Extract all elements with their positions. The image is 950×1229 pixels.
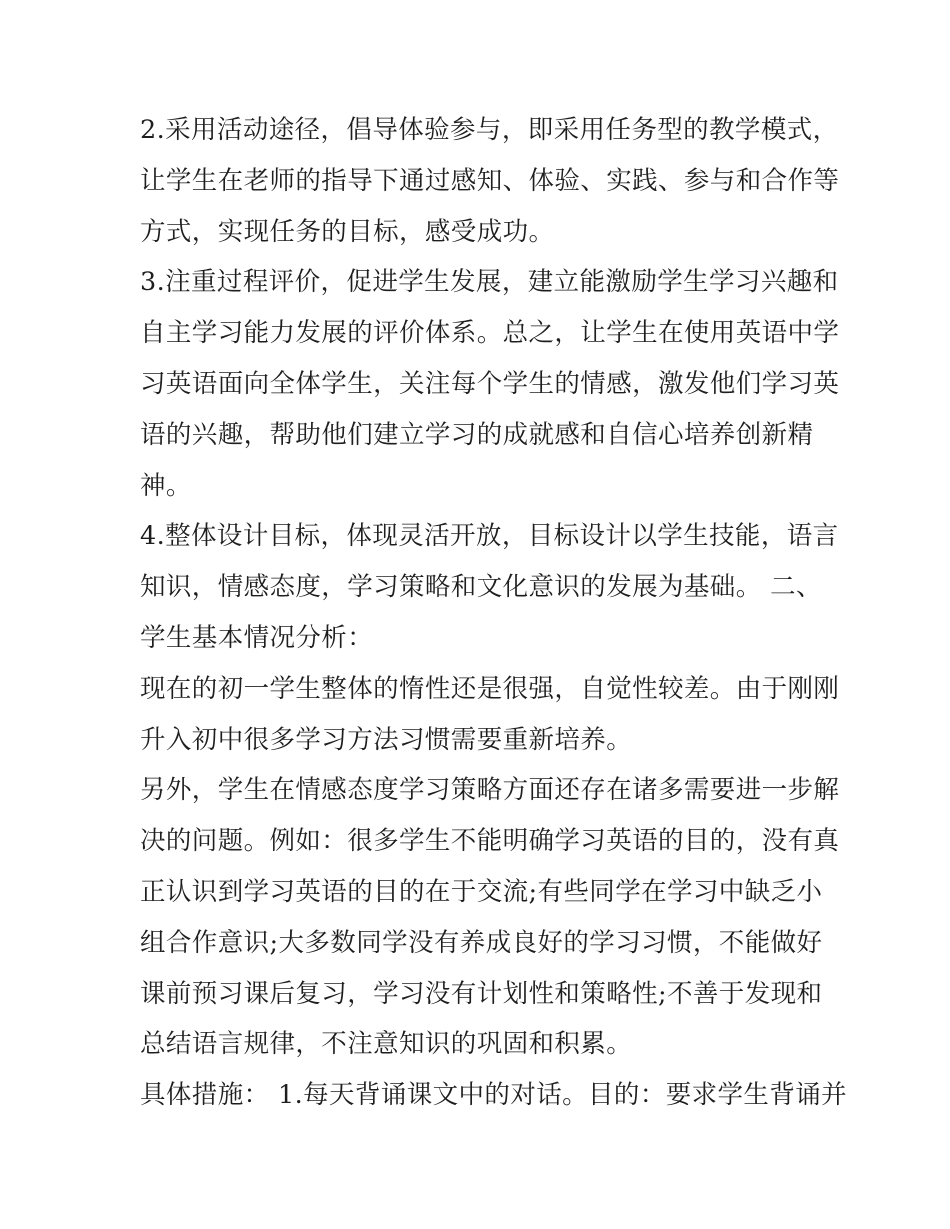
text-line: 正认识到学习英语的目的在于交流;有些同学在学习中缺乏小 [140,876,823,907]
text-line: 4.整体设计目标，体现灵活开放，目标设计以学生技能，语言 [140,521,839,552]
document-body [140,105,848,1121]
text-line: 3.注重过程评价，促进学生发展，建立能激励学生学习兴趣和 [140,267,839,298]
text-line: 知识，情感态度，学习策略和文化意识的发展为基础。 二、 [140,572,822,603]
text-line: 让学生在老师的指导下通过感知、体验、实践、参与和合作等 [140,165,840,196]
text-line: 总结语言规律，不注意知识的巩固和积累。 [140,1029,633,1060]
text-line: 现在的初一学生整体的惰性还是很强，自觉性较差。由于刚刚 [140,673,840,704]
text-line: 课前预习课后复习，学习没有计划性和策略性;不善于发现和 [140,978,823,1009]
text-line: 升入初中很多学习方法习惯需要重新培养。 [140,724,633,755]
text-line: 方式，实现任务的目标，感受成功。 [140,216,555,247]
text-line: 习英语面向全体学生，关注每个学生的情感，激发他们学习英 [140,368,840,399]
text-line: 神。 [140,470,192,501]
text-line: 组合作意识;大多数同学没有养成良好的学习习惯，不能做好 [140,927,823,958]
text-line: 决的问题。例如：很多学生不能明确学习英语的目的，没有真 [140,826,840,857]
text-line: 2.采用活动途径，倡导体验参与，即采用任务型的教学模式， [140,115,839,145]
text-line: 具体措施： 1.每天背诵课文中的对话。目的：要求学生背诵并 [140,1080,848,1111]
text-line: 语的兴趣，帮助他们建立学习的成就感和自信心培养创新精 [140,419,814,450]
text-line: 另外，学生在情感态度学习策略方面还存在诸多需要进一步解 [140,775,840,806]
text-line: 学生基本情况分析： [140,622,374,653]
text-line: 自主学习能力发展的评价体系。总之，让学生在使用英语中学 [140,318,840,349]
